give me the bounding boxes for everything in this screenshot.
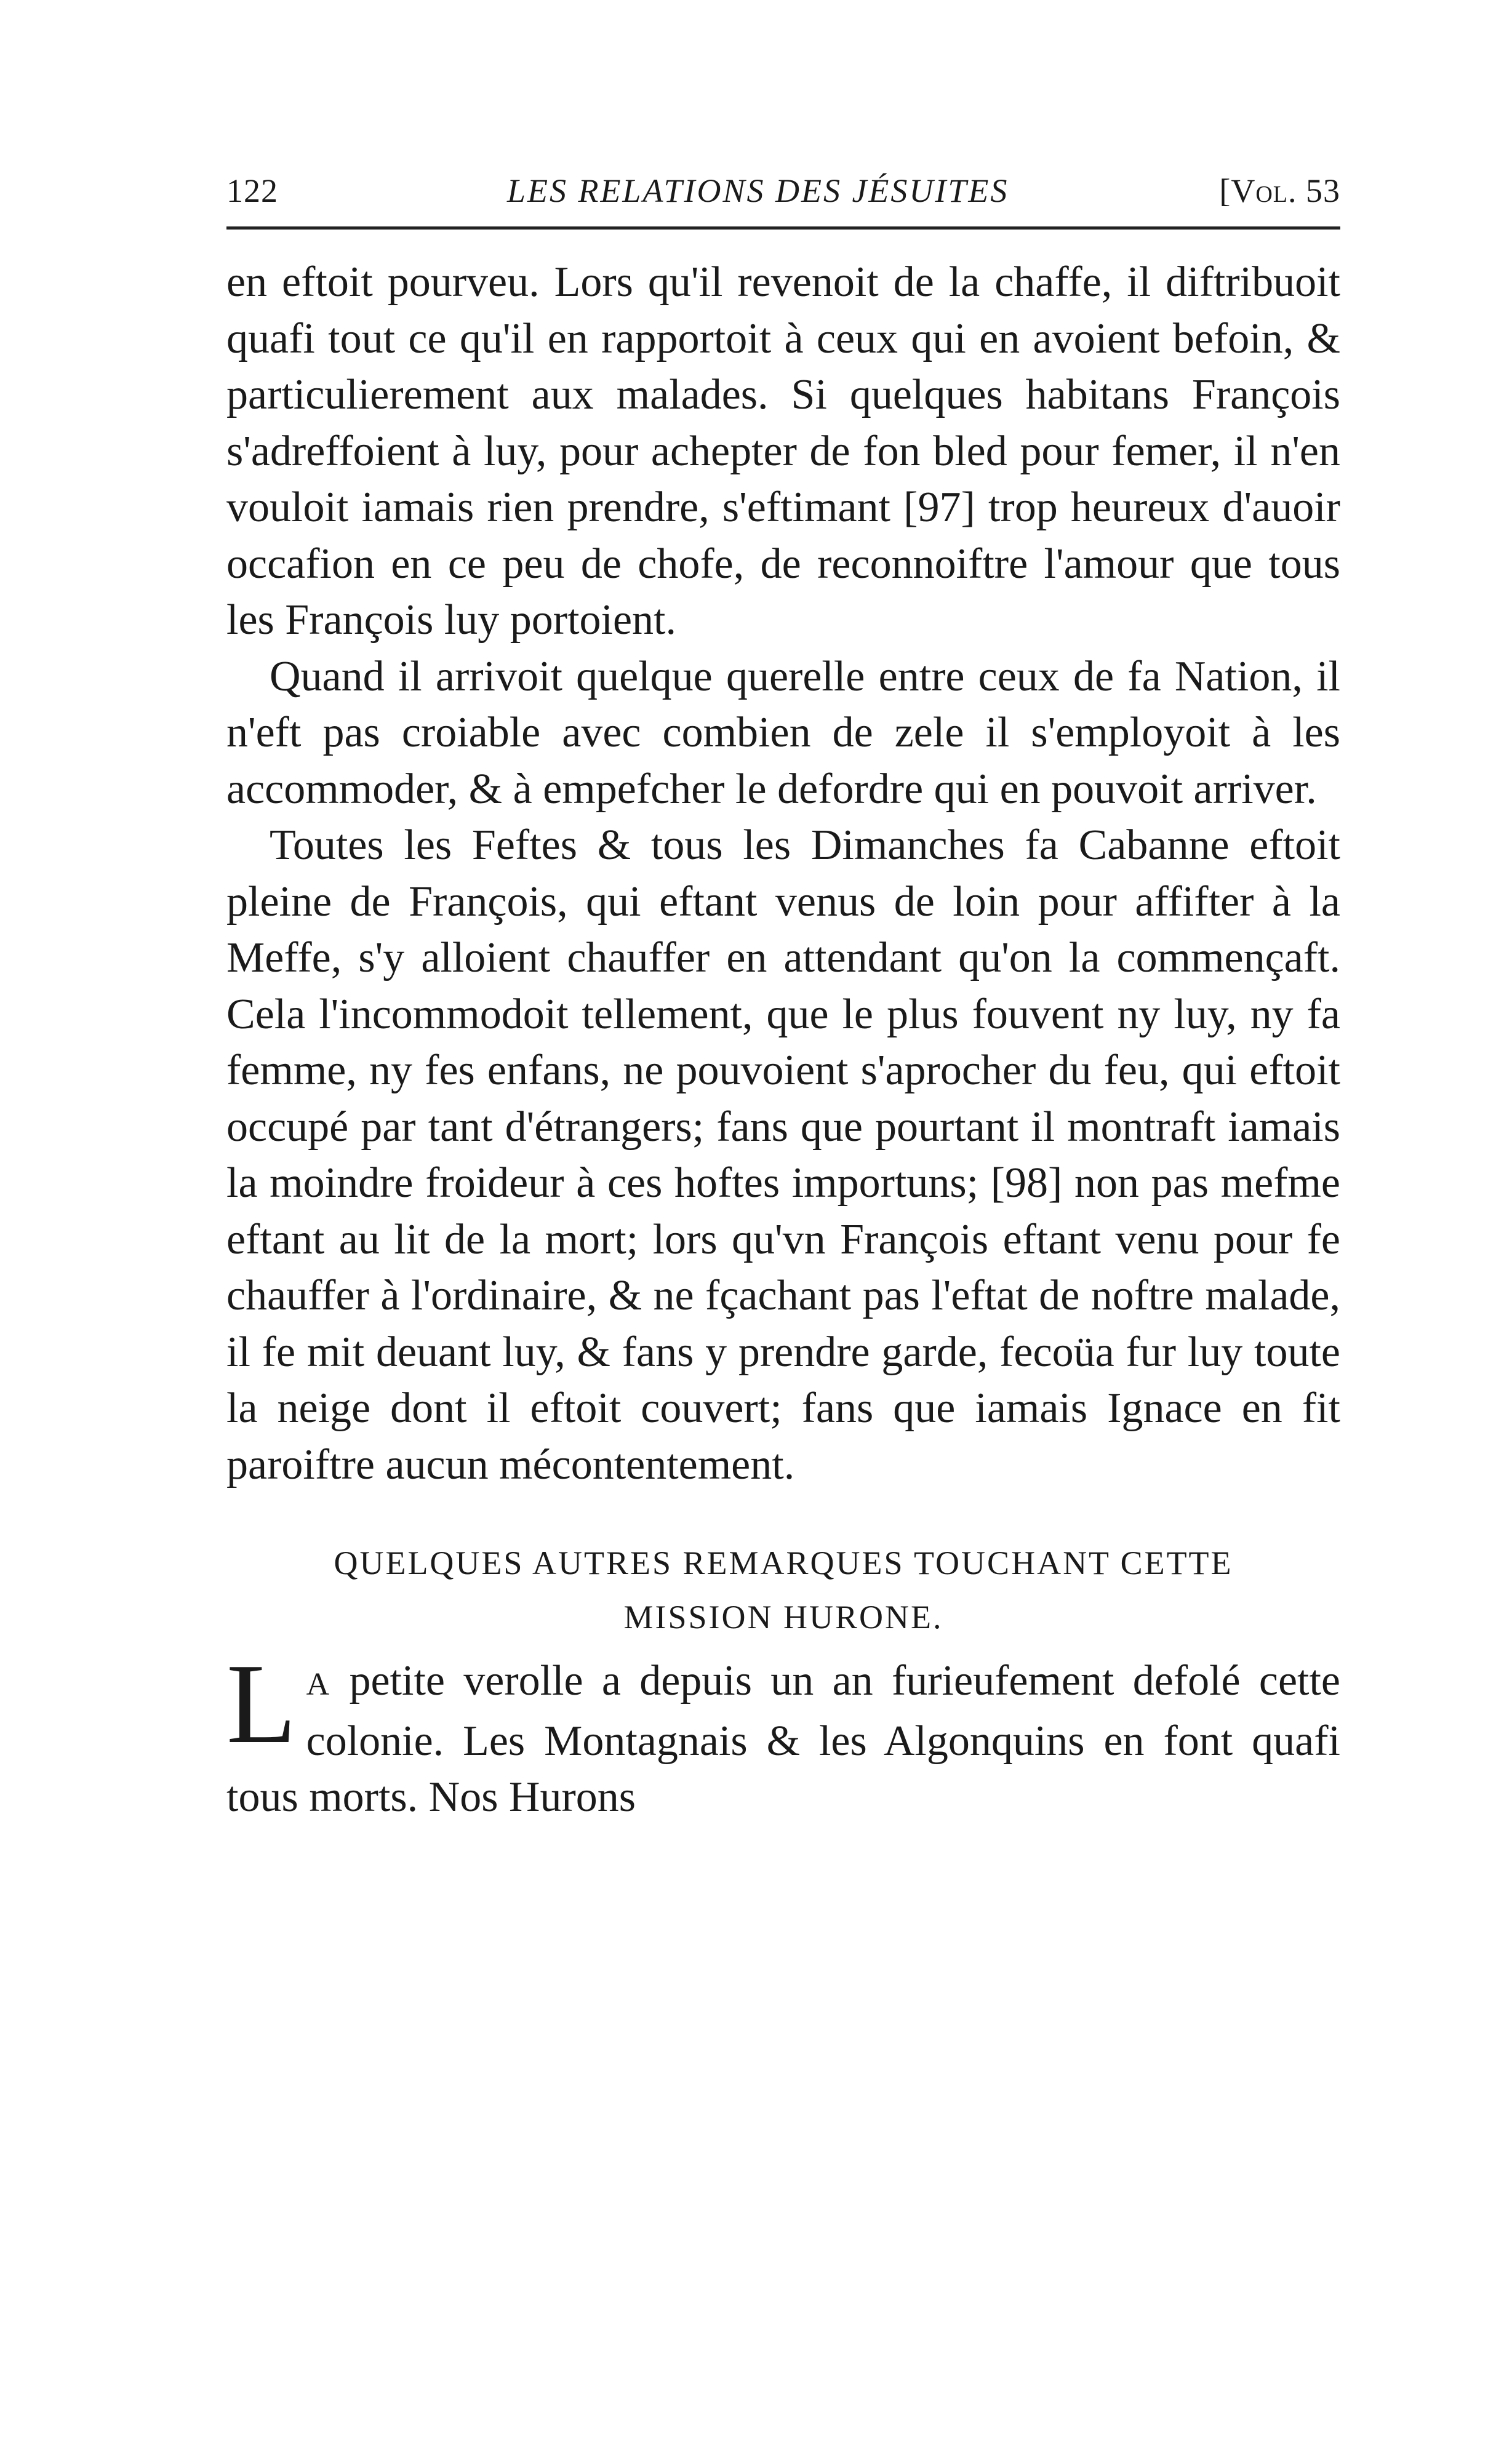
book-page [226,166,1340,1826]
section-heading-line-1: QUELQUES AUTRES REMARQUES TOUCHANT CETTE [334,1545,1233,1581]
body-text [226,254,1340,1493]
running-title: LES RELATIONS DES JÉSUITES [506,172,1009,209]
section-heading-line-2: MISSION HURONE. [623,1599,943,1636]
paragraph-3: Toutes les Feftes & tous les Dimanches fa Cabanne eftoit pleine de François, qui eftant venus de loin pour affifter à la Meffe, s'y alloient chauffer en attendant qu'on la commençaft. Cela l'incommodoit tellement, que le plus fouvent ny luy, ny fa femme, ny fes enfans, ne pouvoient s'aprocher du feu, qui eftoit occupé par tant d'étrangers; fans que pourtant il montraft iamais la moindre froideur à ces hoftes importuns; [98] non pas mefme eftant au lit de la mort; lors qu'vn François eftant venu pour fe chauffer à l'ordinaire, & ne fçachant pas l'eftat de noftre malade, il fe mit deuant luy, & fans y prendre garde, fecoüa fur luy toute la neige dont il eftoit couvert; fans que iamais Ignace en fit paroiftre aucun mécontentement. [226,821,1340,1489]
section-heading [226,1536,1340,1644]
small-caps-lead: A [306,1667,331,1702]
drop-cap: L [226,1641,297,1767]
page-number: 122 [226,172,278,209]
final-paragraph [226,1641,1340,1826]
running-head [226,166,1340,230]
volume-label: [Vol. 53 [1219,172,1340,209]
final-paragraph-text: petite verolle a depuis un an furieufement defolé cette colonie. Les Montagnais & les Algonquins en font quafi tous morts. Nos Hurons [226,1657,1340,1821]
paragraph-1: en eftoit pourveu. Lors qu'il revenoit de la chaffe, il diftribuoit quafi tout ce qu'il en rapportoit à ceux qui en avoient befoin, & particulierement aux malades. Si quelques habitans François s'adreffoient à luy, pour achepter de fon bled pour femer, il n'en vouloit iamais rien prendre, s'eftimant [97] trop heureux d'auoir occafion en ce peu de chofe, de reconnoiftre l'amour que tous les François luy portoient. [226,258,1340,644]
paragraph-2: Quand il arrivoit quelque querelle entre ceux de fa Nation, il n'eft pas croiable avec combien de zele il s'employoit à les accommoder, & à empefcher le defordre qui en pouvoit arriver. [226,652,1340,813]
